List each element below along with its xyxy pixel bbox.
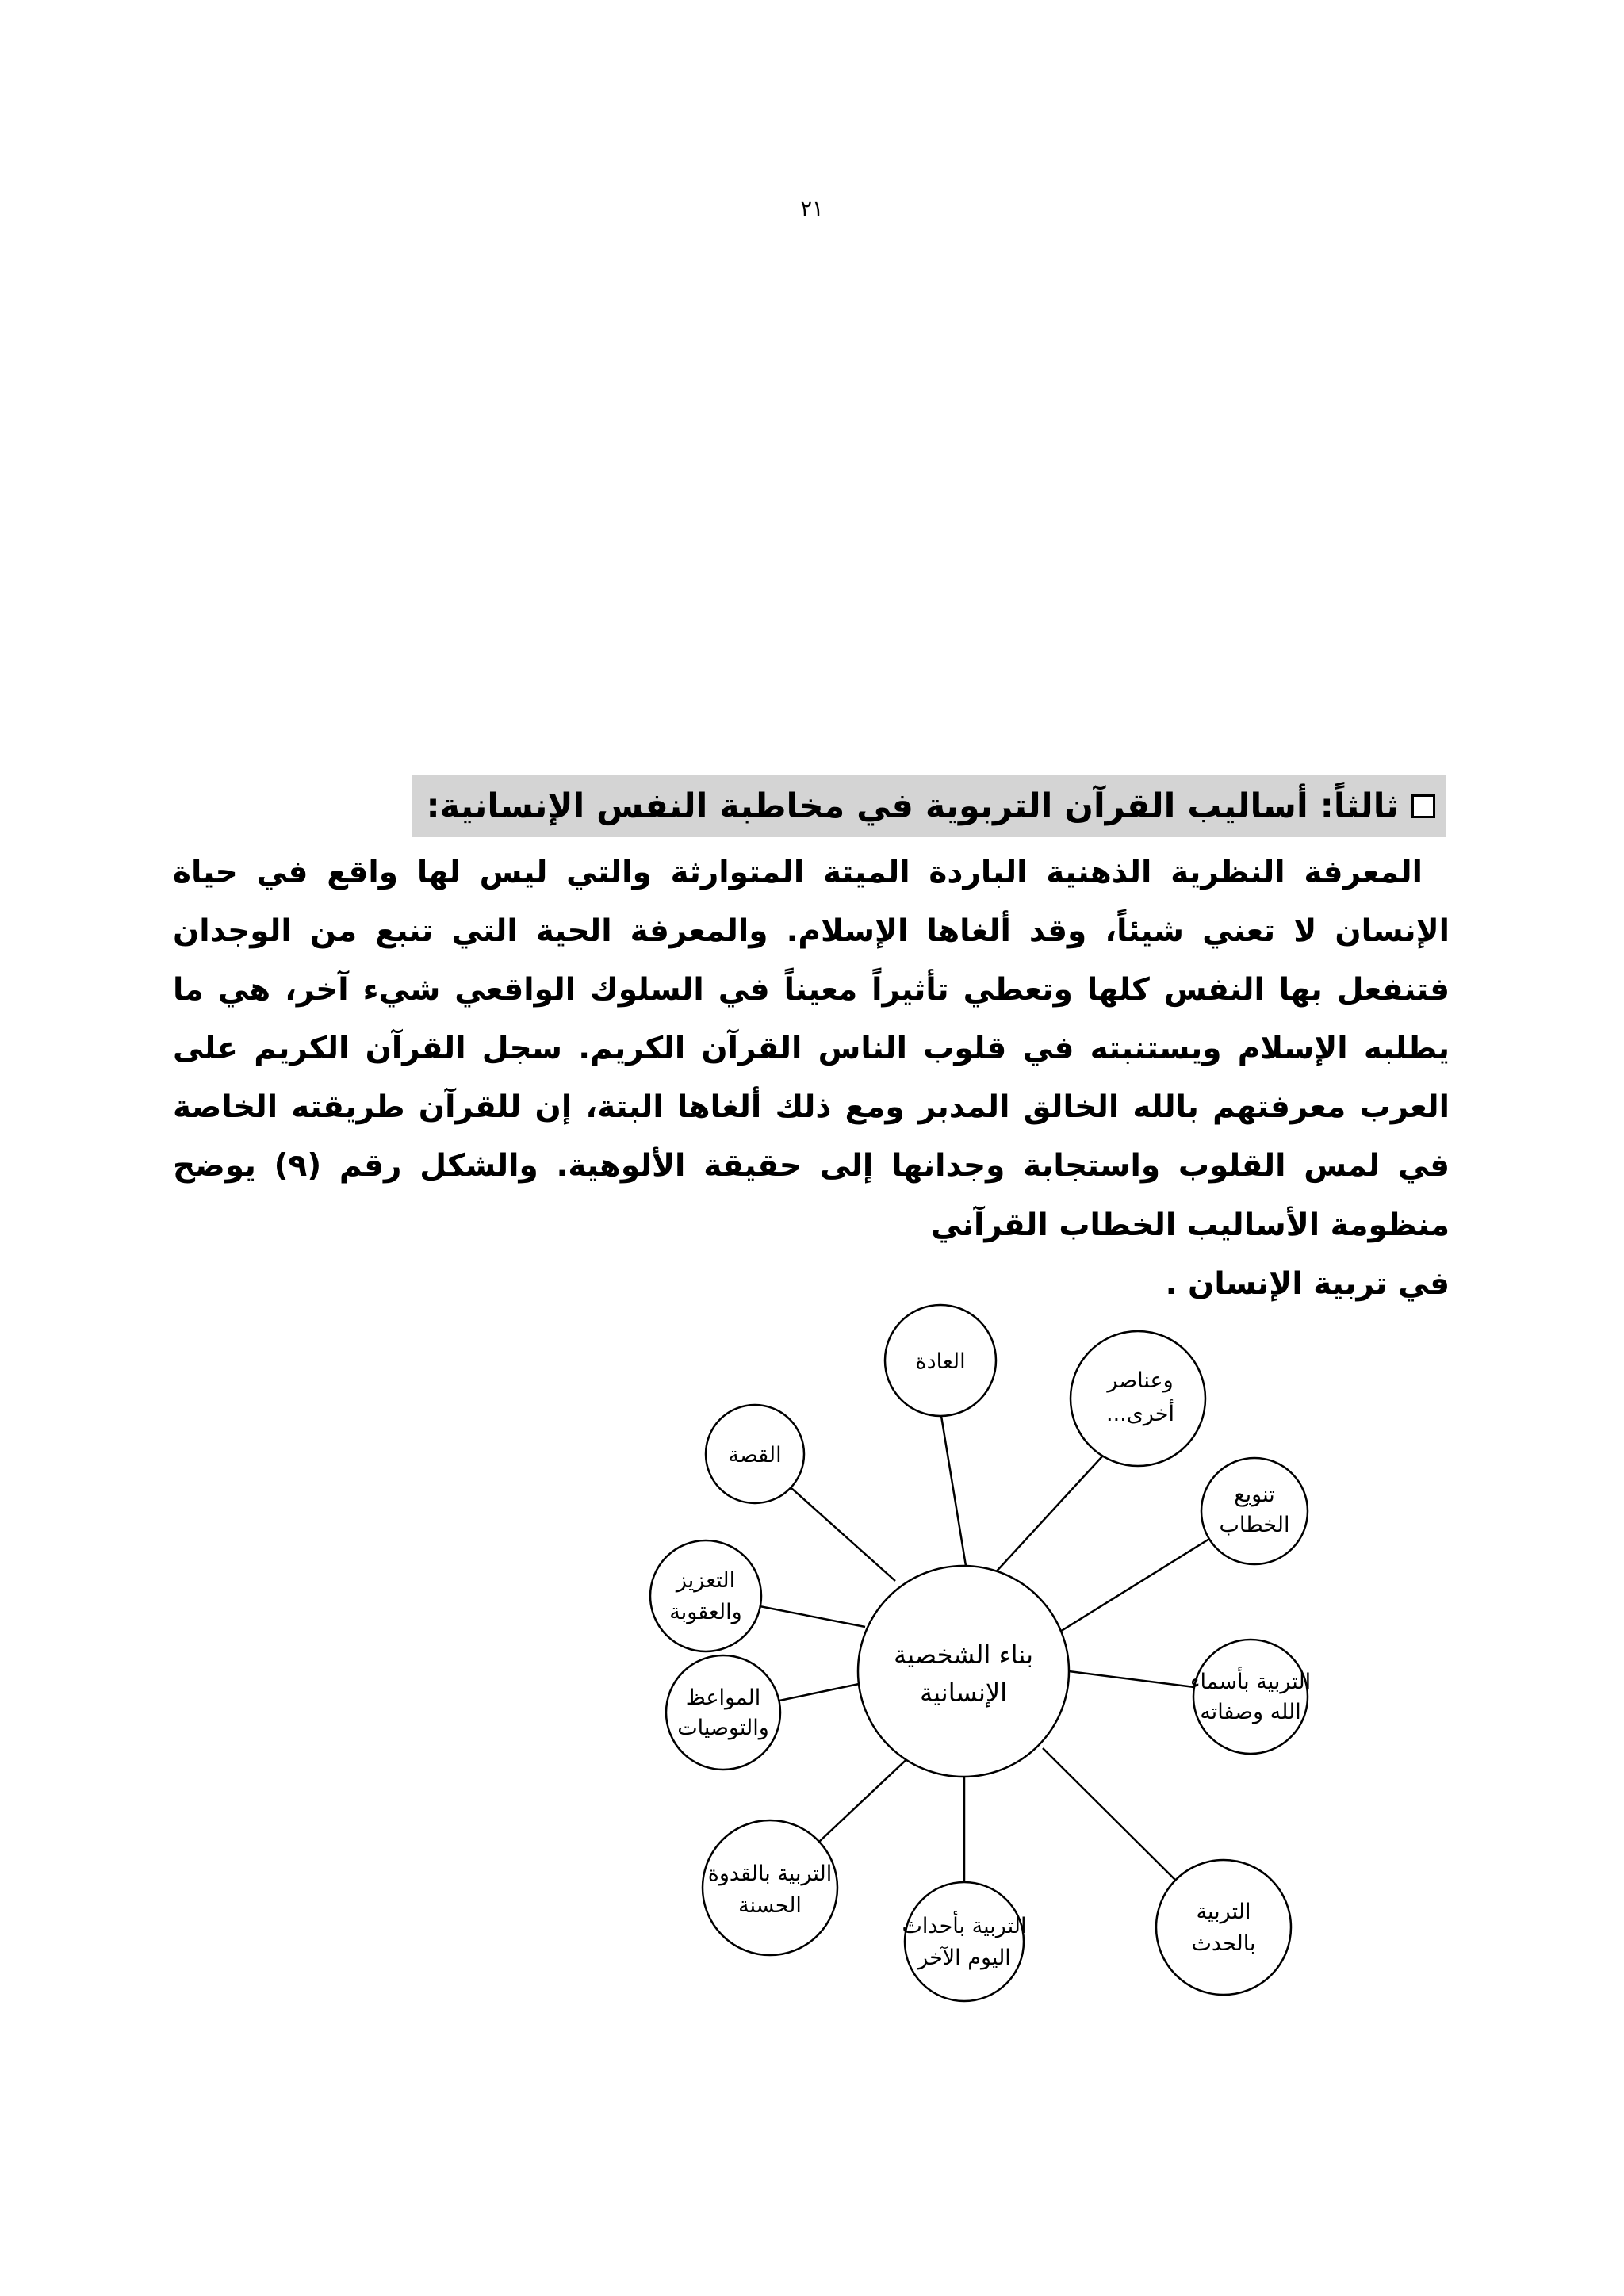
- node-label-reward-punishment-2: والعقوبة: [669, 1600, 742, 1624]
- concept-diagram: [555, 1292, 1459, 2006]
- node-label-last-day-1: التربية بأحداث: [902, 1914, 1027, 1938]
- page-number: ٢١: [800, 197, 824, 221]
- connector-reward-punishment: [760, 1606, 865, 1627]
- connector-varied-address: [1050, 1539, 1209, 1638]
- node-label-last-day-2: اليوم الآخر: [917, 1946, 1011, 1970]
- checkbox-bullet-icon: [1411, 794, 1435, 818]
- node-label-story: القصة: [728, 1443, 782, 1468]
- node-label-reward-punishment-1: التعزيز: [676, 1568, 736, 1593]
- node-label-by-event-2: بالحدث: [1191, 1931, 1256, 1956]
- node-label-sermons-1: المواعظ: [685, 1686, 761, 1710]
- body-text: [173, 844, 1450, 1314]
- node-other-elements: [1071, 1331, 1205, 1466]
- node-reward-punishment: [650, 1540, 761, 1651]
- node-center: [858, 1566, 1069, 1777]
- connector-sermons: [779, 1683, 863, 1701]
- closing-line: في تربية الإنسان .: [1165, 1265, 1450, 1302]
- node-label-by-event-1: التربية: [1196, 1900, 1251, 1924]
- node-label-divine-names-2: الله وصفاته: [1200, 1700, 1301, 1724]
- node-role-model: [703, 1820, 837, 1955]
- center-label-line2: الإنسانية: [919, 1678, 1008, 1708]
- connector-habit: [941, 1416, 966, 1566]
- node-sermons: [666, 1655, 780, 1770]
- section-heading: [412, 775, 1446, 837]
- node-varied-address: [1201, 1458, 1308, 1564]
- node-label-role-model-2: الحسنة: [738, 1893, 802, 1918]
- node-last-day: [905, 1882, 1024, 2001]
- connector-divine-names: [1069, 1671, 1194, 1687]
- node-by-event: [1156, 1860, 1291, 1995]
- node-label-varied-address-1: تنويع: [1234, 1483, 1275, 1507]
- connector-by-event: [1043, 1748, 1175, 1880]
- node-label-habit: العادة: [915, 1349, 966, 1374]
- connector-role-model: [819, 1752, 914, 1842]
- node-label-other-elements-2: أخرى...: [1106, 1402, 1174, 1426]
- node-label-divine-names-1: التربية بأسماء: [1189, 1670, 1312, 1694]
- node-label-varied-address-2: الخطاب: [1219, 1513, 1290, 1537]
- paragraph: المعرفة النظرية الذهنية الباردة الميتة المتوارثة والتي ليس لها واقع في حياة الإنسان لا تعني شيئاً، وقد ألغاها الإسلام. والمعرفة الحية التي تنبع من الوجدان فتنفعل بها النفس كلها وتعطي تأثيراً معيناً في السلوك الواقعي شيء آخر، هي ما يطلبه الإسلام ويستنبته في قلوب الناس القرآن الكريم. سجل القرآن الكريم على العرب معرفتهم بالله الخالق المدبر ومع ذلك ألغاها البتة، إن للقرآن طريقته الخاصة في لمس القلوب واستجابة وجدانها إلى حقيقة الألوهية. والشكل رقم (٩) يوضح منظومة الأساليب الخطاب القرآني: [173, 855, 1450, 1243]
- connector-story: [791, 1488, 895, 1581]
- connector-other-elements: [993, 1456, 1102, 1575]
- node-label-role-model-1: التربية بالقدوة: [707, 1862, 833, 1886]
- center-label-line1: بناء الشخصية: [894, 1640, 1033, 1670]
- section-heading-text: ثالثاً: أساليب القرآن التربوية في مخاطبة النفس الإنسانية:: [426, 786, 1399, 826]
- node-label-sermons-2: والتوصيات: [677, 1716, 769, 1740]
- node-label-other-elements-1: وعناصر: [1107, 1368, 1174, 1393]
- node-divine-names: [1193, 1640, 1308, 1754]
